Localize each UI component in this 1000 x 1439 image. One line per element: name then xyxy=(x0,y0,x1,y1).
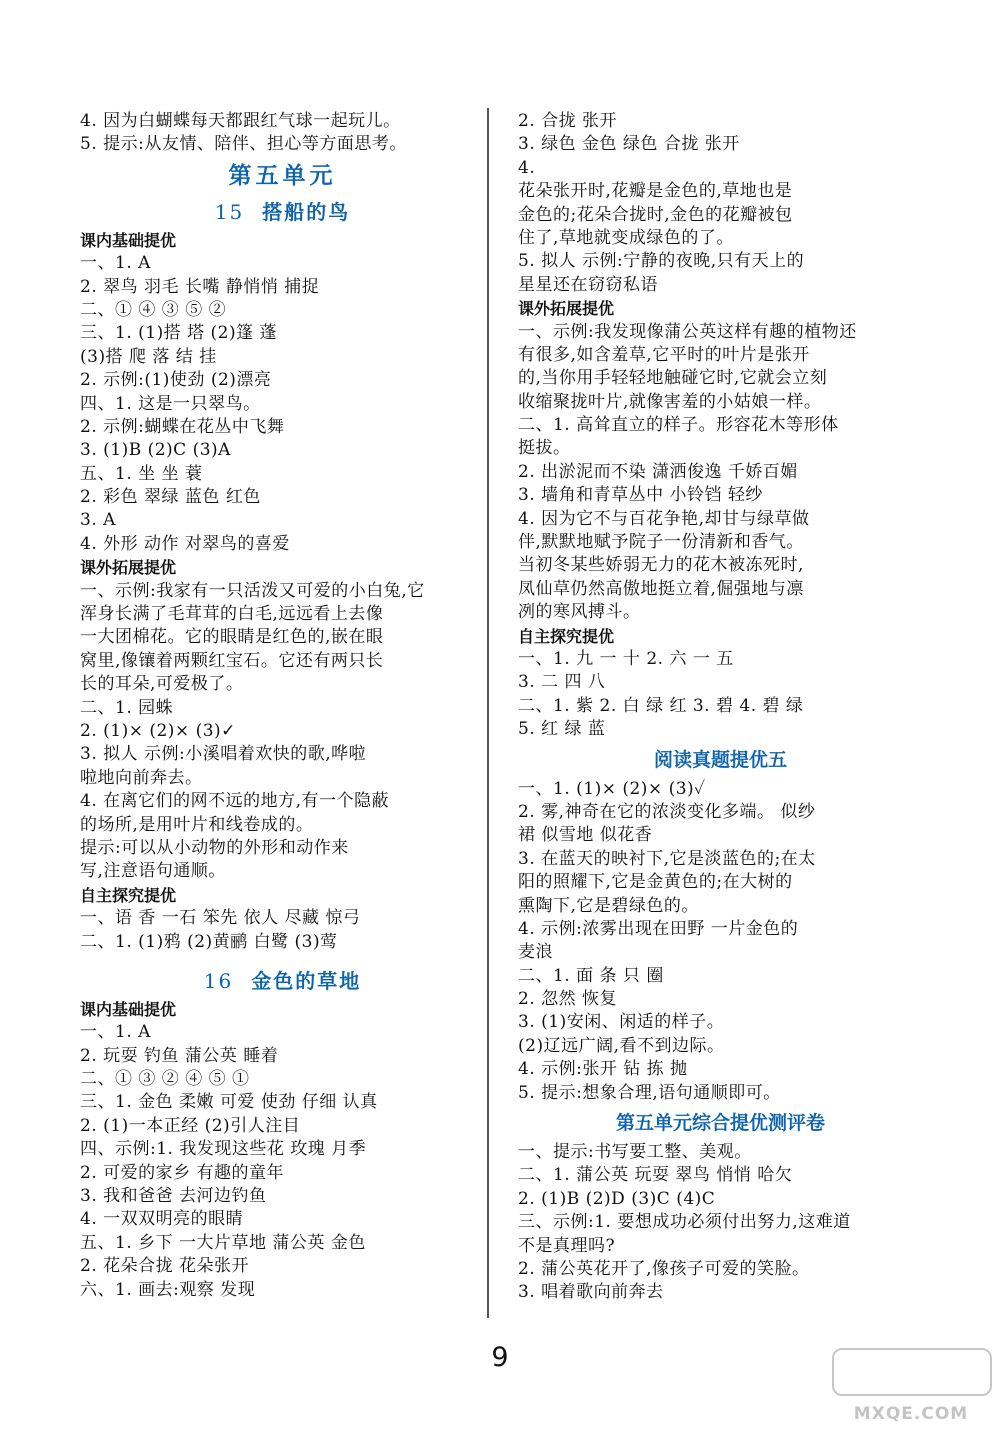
answer-line: 三、示例:1. 要想成功必须付出努力,这难道 xyxy=(518,1212,851,1233)
lesson-title xyxy=(80,195,485,229)
answer-line: 4. 在离它们的网不远的地方,有一个隐蔽 xyxy=(80,791,390,812)
answer-line: 二、1. 蒲公英 玩耍 翠鸟 悄悄 哈欠 xyxy=(518,1165,793,1186)
answer-line: 4. xyxy=(518,157,536,178)
left-column xyxy=(80,110,485,1302)
answer-line: 五、1. 乡下 一大片草地 蒲公英 金色 xyxy=(80,1232,366,1253)
answer-line: 2. 可爱的家乡 有趣的童年 xyxy=(80,1162,285,1183)
answer-line: 二、1. 园蛛 xyxy=(80,697,174,718)
answer-line: 2. (1)× (2)× (3)✓ xyxy=(80,720,236,741)
answer-line: 住了,草地就变成绿色的了。 xyxy=(518,227,734,248)
section-heading: 课内基础提优 xyxy=(80,999,177,1019)
page-number: 9 xyxy=(491,1342,509,1373)
answer-line: 星星还在窃窃私语 xyxy=(518,274,658,295)
answer-line: 二、1. 高耸直立的样子。形容花木等形体 xyxy=(518,415,839,436)
lesson-title xyxy=(80,964,485,998)
answer-line: 一、示例:我家有一只活泼又可爱的小白兔,它 xyxy=(80,580,425,601)
watermark-url: MXQE.COM xyxy=(853,1404,969,1424)
answer-line: 阳的照耀下,它是金黄色的;在大树的 xyxy=(518,872,793,893)
answer-line: 二、1. 面 条 只 圈 xyxy=(518,965,664,986)
lesson-number: 15 xyxy=(214,199,245,224)
watermark-logo xyxy=(826,1348,996,1432)
answer-line: 一、语 香 一石 笨先 依人 尽藏 惊弓 xyxy=(80,908,361,929)
answer-line: 4. 外形 动作 对翠鸟的喜爱 xyxy=(80,533,290,554)
column-divider xyxy=(487,108,489,1318)
answer-line: 一、1. A xyxy=(80,1022,151,1043)
answer-line: 5. 提示:想象合理,语句通顺即可。 xyxy=(518,1082,781,1103)
answer-line: 花朵张开时,花瓣是金色的,草地也是 xyxy=(518,181,793,202)
answer-line: 一、1. (1)× (2)× (3)✓ xyxy=(518,778,706,799)
answer-line: 麦浪 xyxy=(518,942,553,963)
answer-line: 一、提示:书写要工整、美观。 xyxy=(518,1142,752,1163)
lesson-name: 金色的草地 xyxy=(251,968,362,993)
answer-line: 熏陶下,它是碧绿色的。 xyxy=(518,895,699,916)
answer-line: 2. (1)B (2)D (3)C (4)C xyxy=(518,1188,716,1209)
answer-line: 写,注意语句通顺。 xyxy=(80,861,226,882)
section-heading: 课外拓展提优 xyxy=(518,299,615,319)
section-heading: 课外拓展提优 xyxy=(80,558,177,578)
answer-line: 2. 合拢 张开 xyxy=(518,111,618,131)
answer-line: 4. 示例:浓雾出现在田野 一片金色的 xyxy=(518,918,799,939)
right-column xyxy=(518,110,923,1305)
answer-line: 冽的寒风搏斗。 xyxy=(518,602,641,623)
answer-line: 浑身长满了毛茸茸的白毛,远远看上去像 xyxy=(80,604,384,625)
answer-line: 收缩聚拢叶片,就像害羞的小姑娘一样。 xyxy=(518,391,822,412)
answer-line: 长的耳朵,可爱极了。 xyxy=(80,674,244,695)
watermark-badge xyxy=(832,1348,992,1396)
answer-line: 当初冬某些娇弱无力的花木被冻死时, xyxy=(518,555,804,576)
answer-line: 5. 红 绿 蓝 xyxy=(518,719,606,740)
answer-line: 三、1. (1)搭 塔 (2)篷 蓬 xyxy=(80,323,277,344)
subsection-title: 阅读真题提优五 xyxy=(653,748,787,771)
lesson-number: 16 xyxy=(203,968,234,993)
spacer xyxy=(80,954,485,964)
answer-line: 3. 在蓝天的映衬下,它是淡蓝色的;在太 xyxy=(518,848,816,869)
section-heading: 课内基础提优 xyxy=(80,230,177,250)
answer-line: 挺拔。 xyxy=(518,438,571,459)
answer-line: 三、1. 金色 柔嫩 可爱 使劲 仔细 认真 xyxy=(80,1092,378,1113)
answer-line: 3. (1)B (2)C (3)A xyxy=(80,440,231,461)
answer-line: 2. 花朵合拢 花朵张开 xyxy=(80,1256,250,1277)
answer-line: 2. 蒲公英花开了,像孩子可爱的笑脸。 xyxy=(518,1258,810,1279)
answer-line: 3. A xyxy=(80,510,116,531)
answer-line: 二、1. 紫 2. 白 绿 红 3. 碧 4. 碧 绿 xyxy=(518,695,804,716)
answer-line: 2. 翠鸟 羽毛 长嘴 静悄悄 捕捉 xyxy=(80,276,320,297)
answer-line: 4. 一双双明亮的眼睛 xyxy=(80,1209,244,1230)
answer-line: 六、1. 画去:观察 发现 xyxy=(80,1279,256,1300)
answer-line: 2. 出淤泥而不染 潇洒俊逸 千娇百媚 xyxy=(518,461,798,482)
answer-line: 二、1. (1)鸦 (2)黄鹂 白鹭 (3)莺 xyxy=(80,931,338,952)
answer-line: 五、1. 坐 坐 蓑 xyxy=(80,463,203,484)
answer-line: 不是真理吗? xyxy=(518,1235,616,1256)
answer-line: 3. 拟人 示例:小溪唱着欢快的歌,哗啦 xyxy=(80,744,367,765)
answer-line: 2. 示例:蝴蝶在花丛中飞舞 xyxy=(80,416,285,437)
answer-line: 3. 绿色 金色 绿色 合拢 张开 xyxy=(518,134,740,155)
answer-line: 金色的;花朵合拢时,金色的花瓣被包 xyxy=(518,204,793,225)
answer-line: 3. 我和爸爸 去河边钓鱼 xyxy=(80,1186,267,1207)
answer-line: (3)搭 爬 落 结 挂 xyxy=(80,346,217,367)
answer-line: 窝里,像镶着两颗红宝石。它还有两只长 xyxy=(80,650,384,671)
answer-line: 裙 似雪地 似花香 xyxy=(518,825,653,846)
answer-line: 5. 提示:从友情、陪伴、担心等方面思考。 xyxy=(80,134,407,155)
answer-line: 的场所,是用叶片和线卷成的。 xyxy=(80,814,314,835)
answer-line: 2. 玩耍 钓鱼 蒲公英 睡着 xyxy=(80,1045,279,1066)
answer-line: 的,当你用手轻轻地触碰它时,它就会立刻 xyxy=(518,368,828,389)
answer-line: 一、1. 九 一 十 2. 六 一 五 xyxy=(518,648,734,669)
answer-line: 3. (1)安闲、闲适的样子。 xyxy=(518,1012,725,1033)
answer-line: 2. 忽然 恢复 xyxy=(518,989,618,1010)
answer-line: 四、示例:1. 我发现这些花 玫瑰 月季 xyxy=(80,1139,367,1160)
answer-line: 2. 彩色 翠绿 蓝色 红色 xyxy=(80,487,261,508)
section-heading: 自主探究提优 xyxy=(80,885,177,905)
answer-line: 凤仙草仍然高傲地挺立着,倔强地与凛 xyxy=(518,578,804,599)
answer-line: 伴,默默地赋予院子一份清新和香气。 xyxy=(518,532,804,553)
answer-line: 2. (1)一本正经 (2)引人注目 xyxy=(80,1115,301,1136)
answer-line: 3. 二 四 八 xyxy=(518,672,606,693)
answer-line: 一大团棉花。它的眼睛是红色的,嵌在眼 xyxy=(80,627,384,648)
answer-line: 提示:可以从小动物的外形和动作来 xyxy=(80,837,349,858)
answer-line: 有很多,如含羞草,它平时的叶片是张开 xyxy=(518,344,810,365)
answer-line: 4. 因为它不与百花争艳,却甘与绿草做 xyxy=(518,508,810,529)
answer-line: 一、示例:我发现像蒲公英这样有趣的植物还 xyxy=(518,321,857,342)
unit-title: 第五单元 xyxy=(228,162,337,189)
answer-line: 四、1. 这是一只翠鸟。 xyxy=(80,393,261,414)
answer-line: 4. 示例:张开 钻 拣 抛 xyxy=(518,1059,688,1080)
answer-line: 2. 雾,神奇在它的浓淡变化多端。 似纱 xyxy=(518,801,816,822)
answer-line: 一、1. A xyxy=(80,253,151,274)
subsection-title: 第五单元综合提优测评卷 xyxy=(615,1112,825,1135)
answer-line: 2. 示例:(1)使劲 (2)漂亮 xyxy=(80,370,272,391)
answer-line: 5. 拟人 示例:宁静的夜晚,只有天上的 xyxy=(518,251,805,272)
answer-line: 二、① ④ ③ ⑤ ② xyxy=(80,299,227,320)
answer-line: (2)辽远广阔,看不到边际。 xyxy=(518,1035,725,1056)
answer-line: 二、① ③ ② ④ ⑤ ① xyxy=(80,1069,250,1090)
answer-line: 3. 唱着歌向前奔去 xyxy=(518,1282,664,1303)
lesson-name: 搭船的鸟 xyxy=(262,199,351,224)
answer-line: 啦地向前奔去。 xyxy=(80,767,203,788)
section-heading: 自主探究提优 xyxy=(518,626,615,646)
answer-line: 3. 墙角和青草丛中 小铃铛 轻纱 xyxy=(518,485,763,506)
answer-line: 4. 因为白蝴蝶每天都跟红气球一起玩儿。 xyxy=(80,111,401,131)
